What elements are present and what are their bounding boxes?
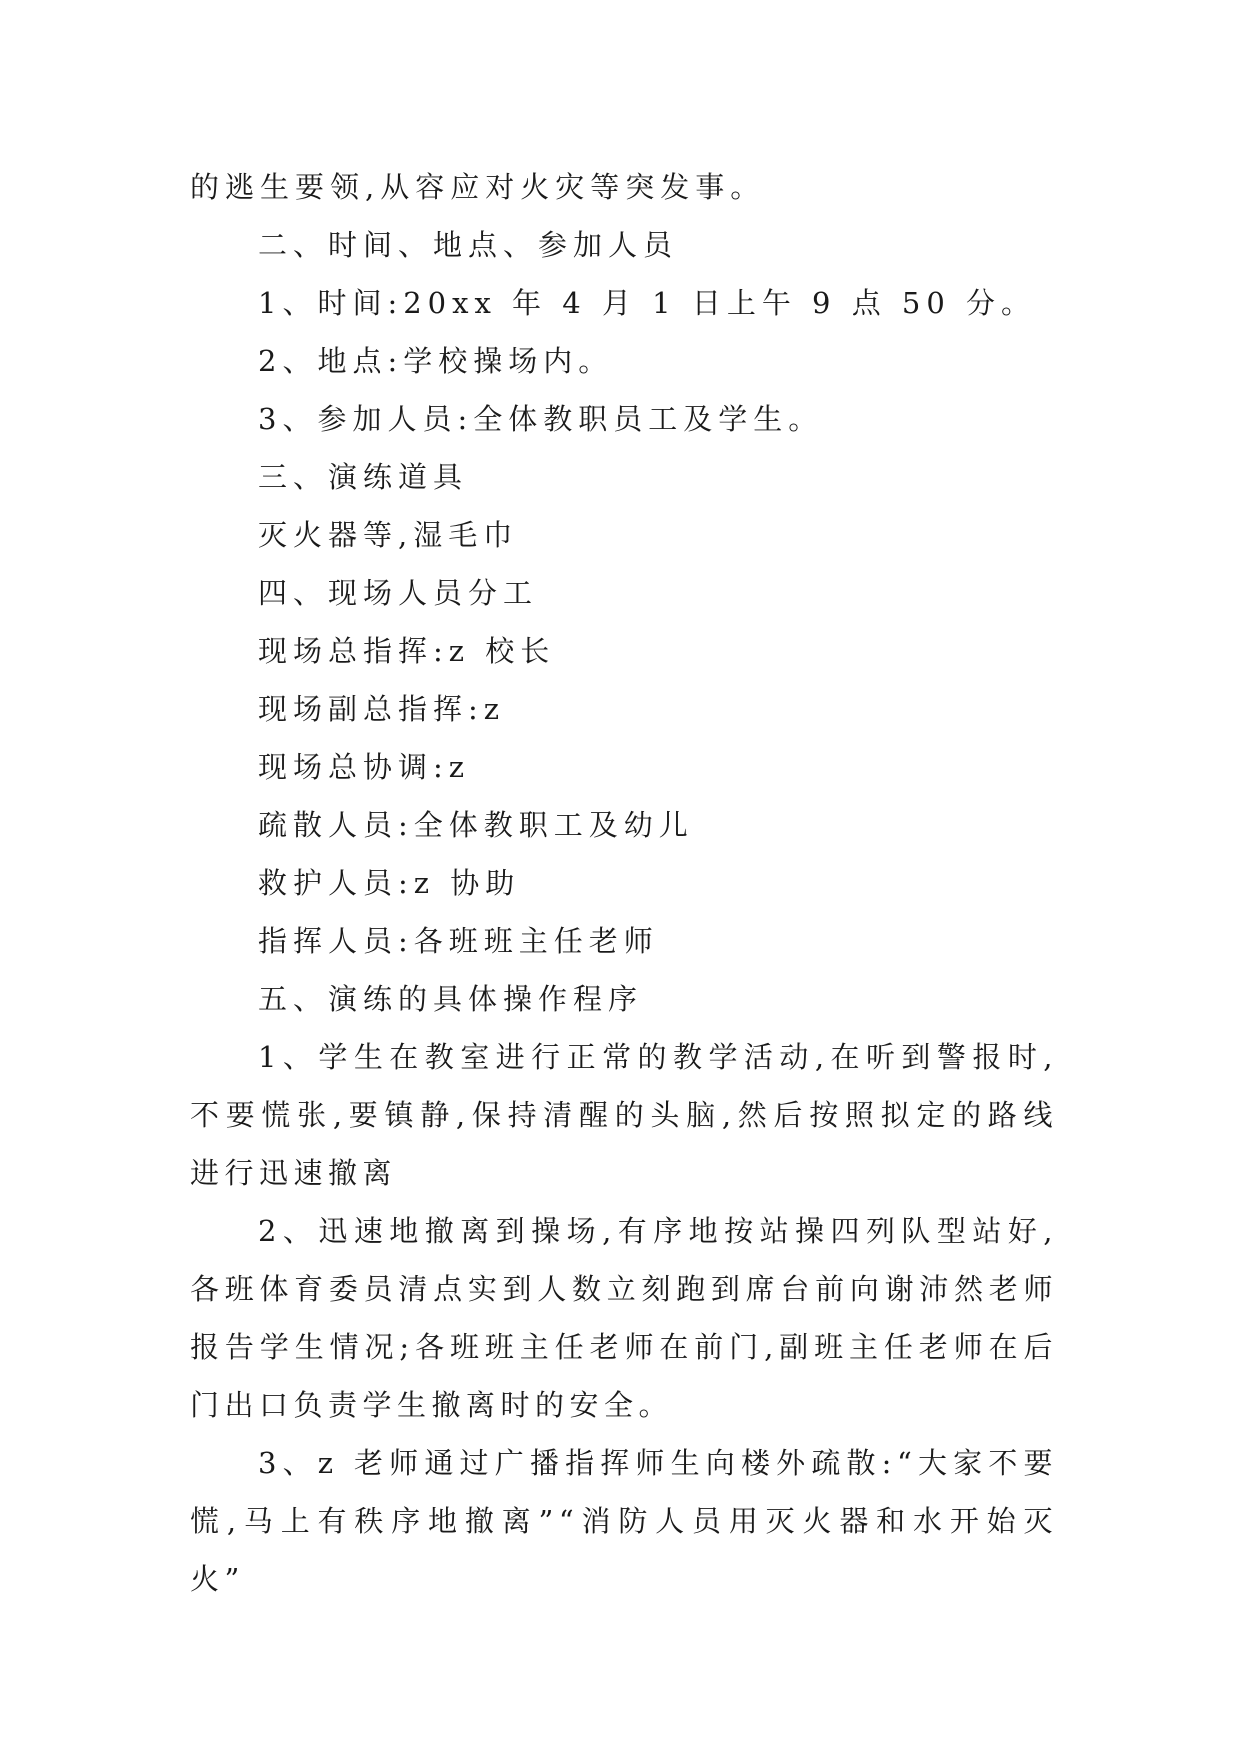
list-item-evacuation: 疏散人员:全体教职工及幼儿 <box>258 808 694 842</box>
list-item-direction: 指挥人员:各班班主任老师 <box>258 924 659 958</box>
list-item-coordinator: 现场总协调:z <box>258 750 471 784</box>
list-item-time: 1、时间:20xx 年 4 月 1 日上午 9 点 50 分。 <box>258 286 1037 320</box>
section-heading-time-place: 二、时间、地点、参加人员 <box>258 228 679 262</box>
list-item-participants: 3、参加人员:全体教职员工及学生。 <box>258 402 824 436</box>
section-heading-procedure: 五、演练的具体操作程序 <box>258 982 644 1016</box>
paragraph-step-1: 1、学生在教室进行正常的教学活动,在听到警报时,不要慌张,要镇静,保持清醒的头脑,然后按照拟定的路线进行迅速撤离 <box>190 1040 1058 1190</box>
list-item-deputy-commander: 现场副总指挥:z <box>258 692 506 726</box>
list-item-commander: 现场总指挥:z 校长 <box>258 634 556 668</box>
text-line-equipment: 灭火器等,湿毛巾 <box>258 518 519 552</box>
paragraph-step-3: 3、z 老师通过广播指挥师生向楼外疏散:“大家不要慌,马上有秩序地撤离”“消防人员用灭火器和水开始灭火” <box>190 1446 1058 1596</box>
section-heading-equipment: 三、演练道具 <box>258 460 469 494</box>
document-body <box>190 158 1058 1608</box>
paragraph-step-2: 2、迅速地撤离到操场,有序地按站操四列队型站好,各班体育委员清点实到人数立刻跑到席台前向谢沛然老师报告学生情况;各班班主任老师在前门,副班主任老师在后门出口负责学生撤离时的安全。 <box>190 1214 1058 1422</box>
section-heading-division: 四、现场人员分工 <box>258 576 539 610</box>
list-item-rescue: 救护人员:z 协助 <box>258 866 521 900</box>
list-item-place: 2、地点:学校操场内。 <box>258 344 614 378</box>
text-line: 的逃生要领,从容应对火灾等突发事。 <box>190 170 766 204</box>
